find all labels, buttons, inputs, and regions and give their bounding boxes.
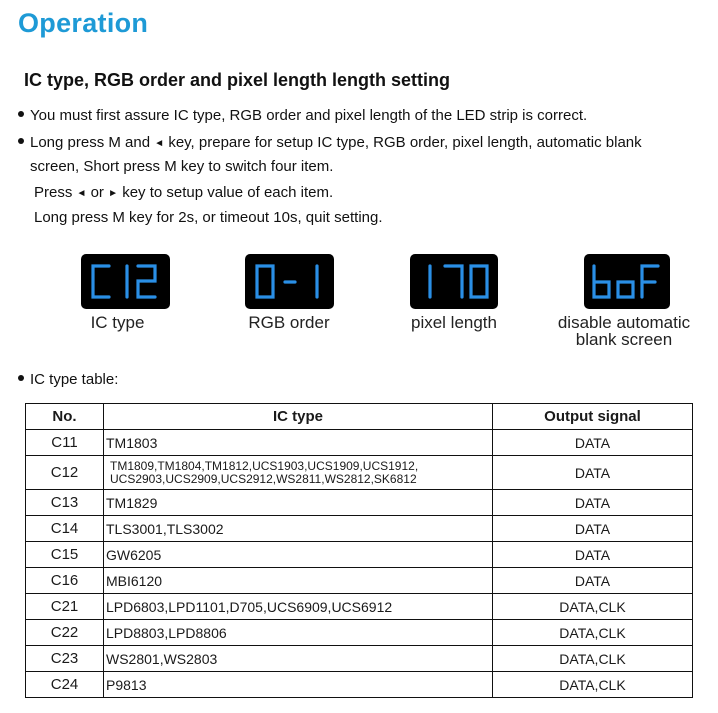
led-display-blank-screen <box>584 254 670 309</box>
cell-output: DATA,CLK <box>493 672 693 698</box>
cell-ic-type: WS2801,WS2803 <box>104 646 493 672</box>
table-caption: IC type table: <box>30 371 119 388</box>
segment-readout <box>584 254 670 309</box>
cell-ic-line: UCS2903,UCS2909,UCS2912,WS2811,WS2812,SK6812 <box>110 471 417 486</box>
led-display-ic-type <box>81 254 170 309</box>
column-header: No. <box>26 404 104 430</box>
cell-output: DATA <box>493 542 693 568</box>
cell-output: DATA <box>493 490 693 516</box>
segment-readout <box>81 254 170 309</box>
instruction-text: Press <box>34 184 73 201</box>
table-row <box>26 646 693 672</box>
instruction-text: key to setup value of each item. <box>122 184 334 201</box>
display-label: pixel length <box>410 313 497 332</box>
cell-no: C21 <box>26 594 104 620</box>
bullet-text: Long press M and <box>30 134 151 151</box>
left-arrow-icon: ◄ <box>76 188 87 199</box>
table-row <box>26 542 693 568</box>
cell-ic-type: LPD8803,LPD8806 <box>104 620 493 646</box>
cell-ic-type: TLS3001,TLS3002 <box>104 516 493 542</box>
display-label-line: disable automatic <box>557 313 691 332</box>
cell-ic-line: TM1809,TM1804,TM1812,UCS1903,UCS1909,UCS1912, <box>110 458 419 473</box>
cell-no: C12 <box>26 456 104 490</box>
cell-output: DATA <box>493 430 693 456</box>
cell-no: C16 <box>26 568 104 594</box>
cell-no: C22 <box>26 620 104 646</box>
table-row <box>26 620 693 646</box>
bullet-dot-icon <box>18 375 24 381</box>
cell-no: C15 <box>26 542 104 568</box>
table-row <box>26 456 693 490</box>
bullet-item <box>18 131 642 157</box>
cell-ic-type: GW6205 <box>104 542 493 568</box>
bullet-dot-icon <box>18 138 24 144</box>
cell-ic-type: TM1829 <box>104 490 493 516</box>
table-row <box>26 672 693 698</box>
led-display-rgb-order <box>245 254 334 309</box>
bullet-dot-icon <box>18 111 24 117</box>
bullet-item <box>18 368 118 392</box>
display-label: RGB order <box>248 313 330 332</box>
bullet-item <box>18 104 587 128</box>
cell-output: DATA <box>493 568 693 594</box>
led-display-pixel-length <box>410 254 498 309</box>
table-row <box>26 516 693 542</box>
display-label: IC type <box>90 313 145 332</box>
table-row <box>26 594 693 620</box>
table-header-row <box>26 404 693 430</box>
column-header: IC type <box>104 404 493 430</box>
bullet-text: You must first assure IC type, RGB order and pixel length of the LED strip is correct. <box>30 107 588 124</box>
left-arrow-icon: ◄ <box>154 138 165 149</box>
cell-no: C24 <box>26 672 104 698</box>
cell-output: DATA,CLK <box>493 594 693 620</box>
cell-no: C23 <box>26 646 104 672</box>
cell-ic-type: LPD6803,LPD1101,D705,UCS6909,UCS6912 <box>104 594 493 620</box>
segment-readout <box>245 254 334 309</box>
table-row <box>26 568 693 594</box>
cell-no: C13 <box>26 490 104 516</box>
cell-no: C14 <box>26 516 104 542</box>
cell-output: DATA,CLK <box>493 646 693 672</box>
table-row <box>26 430 693 456</box>
column-header: Output signal <box>493 404 693 430</box>
cell-output: DATA <box>493 516 693 542</box>
cell-ic-type: P9813 <box>104 672 493 698</box>
cell-ic-type: TM1803 <box>104 430 493 456</box>
cell-no: C11 <box>26 430 104 456</box>
instruction-text: or <box>90 184 104 201</box>
cell-ic-type: MBI6120 <box>104 568 493 594</box>
section-heading: IC type, RGB order and pixel length length setting <box>24 70 451 90</box>
instruction-line: Long press M key for 2s, or timeout 10s, quit setting. <box>34 209 383 226</box>
table-row <box>26 490 693 516</box>
ic-type-table <box>25 403 693 698</box>
cell-ic-type <box>104 456 493 490</box>
segment-readout <box>410 254 498 309</box>
display-label <box>543 314 705 348</box>
right-arrow-icon: ► <box>108 188 119 199</box>
page-title: Operation <box>18 8 149 38</box>
cell-output: DATA <box>493 456 693 490</box>
bullet-continuation: screen, Short press M key to switch four item. <box>30 158 334 175</box>
bullet-text: key, prepare for setup IC type, RGB order, pixel length, automatic blank <box>168 134 642 151</box>
instruction-line <box>34 181 333 207</box>
display-label-line: blank screen <box>575 330 673 349</box>
cell-output: DATA,CLK <box>493 620 693 646</box>
